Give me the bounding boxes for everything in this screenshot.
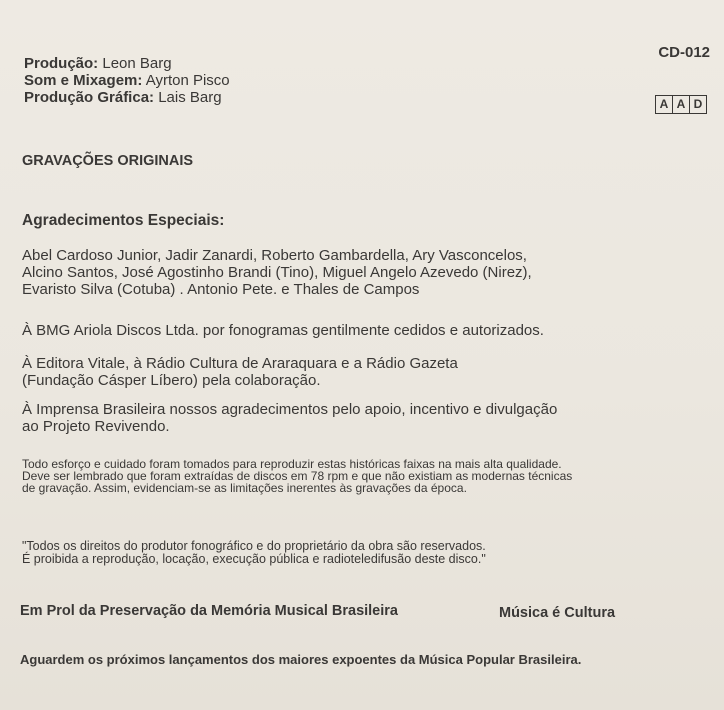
thanks-press-line: À Imprensa Brasileira nossos agradecimentos pelo apoio, incentivo e divulgação (22, 401, 558, 418)
thanks-vitale-line: (Fundação Cásper Líbero) pela colaboração. (22, 372, 321, 389)
format-letter: D (693, 97, 703, 111)
original-recordings-heading: GRAVAÇÕES ORIGINAIS (22, 153, 194, 169)
disclaimer-line: Todo esforço e cuidado foram tomados para reproduzir estas históricas faixas na mais alta qualidade. (22, 457, 562, 471)
rights-notice (22, 540, 486, 566)
thanks-press-line: ao Projeto Revivendo. (22, 418, 170, 435)
music-culture-tagline: Música é Cultura (499, 605, 616, 621)
rights-line: "Todos os direitos do produtor fonográfico e do proprietário da obra são reservados. (22, 539, 486, 553)
thanks-names (22, 247, 532, 298)
thanks-names-line: Abel Cardoso Junior, Jadir Zanardi, Roberto Gambardella, Ary Vasconcelos, (22, 247, 527, 264)
credit-sound-mixing: Som e Mixagem: Ayrton Pisco (24, 72, 230, 89)
credit-production: Produção: Leon Barg (24, 55, 172, 72)
aad-format-badge (655, 95, 707, 114)
catalog-number: CD-012 (658, 44, 710, 61)
rights-line: É proibida a reprodução, locação, execução pública e radioteledifusão deste disco." (22, 552, 486, 566)
thanks-press (22, 401, 557, 435)
upcoming-releases-note: Aguardem os próximos lançamentos dos maiores expoentes da Música Popular Brasileira. (20, 652, 582, 667)
thanks-heading: Agradecimentos Especiais: (22, 212, 225, 229)
thanks-bmg: À BMG Ariola Discos Ltda. por fonogramas gentilmente cedidos e autorizados. (22, 322, 544, 339)
disclaimer-line: Deve ser lembrado que foram extraídas de discos em 78 rpm e que não existiam as modernas técnicas (22, 469, 573, 483)
thanks-names-line: Evaristo Silva (Cotuba) . Antonio Pete. e Thales de Campos (22, 281, 420, 298)
format-letter: A (673, 96, 690, 113)
format-letter: A (656, 96, 673, 113)
thanks-names-line: Alcino Santos, José Agostinho Brandi (Tino), Miguel Angelo Azevedo (Nirez), (22, 264, 532, 281)
credit-graphic-production: Produção Gráfica: Lais Barg (24, 89, 222, 106)
disclaimer-line: de gravação. Assim, evidenciam-se as limitações inerentes às gravações da época. (22, 481, 467, 495)
credits-block (24, 55, 230, 106)
quality-disclaimer (22, 458, 572, 494)
thanks-vitale-line: À Editora Vitale, à Rádio Cultura de Araraquara e a Rádio Gazeta (22, 355, 458, 372)
preservation-tagline: Em Prol da Preservação da Memória Musical Brasileira (20, 603, 398, 619)
thanks-vitale (22, 355, 458, 389)
